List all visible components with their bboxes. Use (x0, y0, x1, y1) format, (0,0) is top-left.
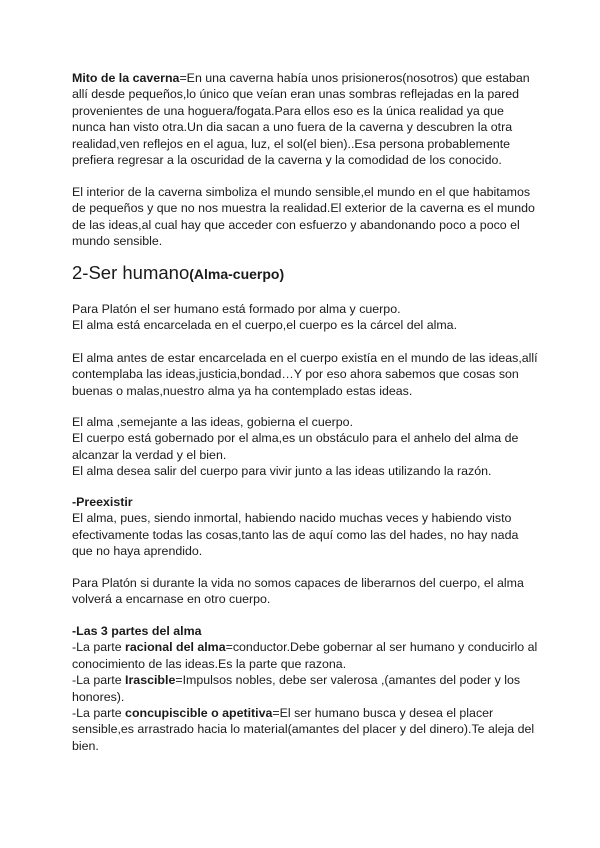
partes-paragraph (72, 623, 542, 754)
text-line: El cuerpo está gobernado por el alma,es un obstáculo para el anhelo del alma de (72, 431, 519, 446)
text-line: buenas o malas,nuestro alma ya ha contemplado estas ideas. (72, 383, 413, 398)
text-line: conocimiento de las ideas.Es la parte que razona. (72, 656, 347, 671)
text-line: prefiera regresar a la oscuridad de la caverna y la comodidad de los conocido. (72, 153, 502, 168)
interior-paragraph (72, 184, 542, 250)
text-line: que no haya aprendido. (72, 544, 203, 559)
section-heading (72, 262, 284, 284)
text-line: allí desde pequeños,lo único que veían eran unas sombras reflejadas en la pared (72, 87, 520, 102)
paragraph-2 (72, 350, 542, 399)
text-line: El alma, pues, siendo inmortal, habiendo nacido muchas veces y habiendo visto (72, 511, 512, 526)
paragraph-1 (72, 301, 542, 334)
text-line: El alma desea salir del cuerpo para vivir junto a las ideas utilizando la razón. (72, 464, 492, 479)
text-line: efectivamente todas las cosas,tanto las de aquí como las del hades, no hay nada (72, 527, 519, 542)
text-line: de pequeños y que no nos muestra la realidad.El exterior de la caverna es el mundo (72, 201, 535, 216)
concupiscible-line: -La parte concupiscible o apetitiva=El ser humano busca y desea el placer (72, 706, 494, 721)
mito-paragraph (72, 70, 542, 168)
mito-heading: Mito de la caverna (72, 71, 180, 85)
paragraph-4 (72, 575, 542, 608)
text-line: alcanzar la verdad y el bien. (72, 447, 227, 462)
partes-heading: -Las 3 partes del alma (72, 624, 202, 638)
text-line: provenientes de una hoguera/fogata.Para ellos eso es la única realidad ya que (72, 103, 504, 118)
section-title: 2-Ser humano (72, 262, 190, 283)
text-line: contemplaba las ideas,justicia,bondad…Y por eso ahora sabemos que cosas son (72, 367, 519, 382)
text-line: Para Platón si durante la vida no somos capaces de liberarnos del cuerpo, el alma (72, 576, 524, 590)
text-line: El alma está encarcelada en el cuerpo,el cuerpo es la cárcel del alma. (72, 318, 458, 333)
irascible-line: -La parte Irascible=Impulsos nobles, debe ser valerosa ,(amantes del poder y los (72, 673, 521, 688)
text-line: honores). (72, 689, 125, 704)
mito-first-line: Mito de la caverna=En una caverna había unos prisioneros(nosotros) que estaban (72, 71, 530, 85)
text-line: El alma antes de estar encarcelada en el cuerpo existía en el mundo de las ideas,allí (72, 351, 538, 365)
section-subtitle: (Alma-cuerpo) (189, 266, 285, 282)
text-line: realidad,ven reflejos en el agua, luz, el sol(el bien)..Esa persona probablemente (72, 136, 511, 151)
text-line: mundo sensible. (72, 234, 163, 249)
concupiscible-term: concupiscible o apetitiva (125, 706, 273, 721)
preexistir-paragraph (72, 494, 542, 560)
text-line: nunca han visto otra.Un dia sacan a uno fuera de la caverna y descubren la otra (72, 120, 513, 135)
text-line: bien. (72, 738, 99, 753)
paragraph-3 (72, 414, 542, 480)
preexistir-heading: -Preexistir (72, 495, 133, 509)
irascible-term: Irascible (125, 673, 176, 688)
text-line: de las ideas,al cual hay que acceder con esfuerzo y abandonando poco a poco el (72, 217, 520, 232)
text-line: volverá a encarnase en otro cuerpo. (72, 592, 271, 607)
racional-line: -La parte racional del alma=conductor.Debe gobernar al ser humano y conducirlo al (72, 640, 538, 655)
text-line: El alma ,semejante a las ideas, gobierna el cuerpo. (72, 415, 354, 429)
text-line: Para Platón el ser humano está formado por alma y cuerpo. (72, 302, 401, 316)
text-line: El interior de la caverna simboliza el mundo sensible,el mundo en el que habitamos (72, 185, 531, 199)
text-line: sensible,es arrastrado hacia lo material(amantes del placer y del dinero).Te aleja del (72, 722, 535, 737)
racional-term: racional del alma (125, 640, 226, 655)
